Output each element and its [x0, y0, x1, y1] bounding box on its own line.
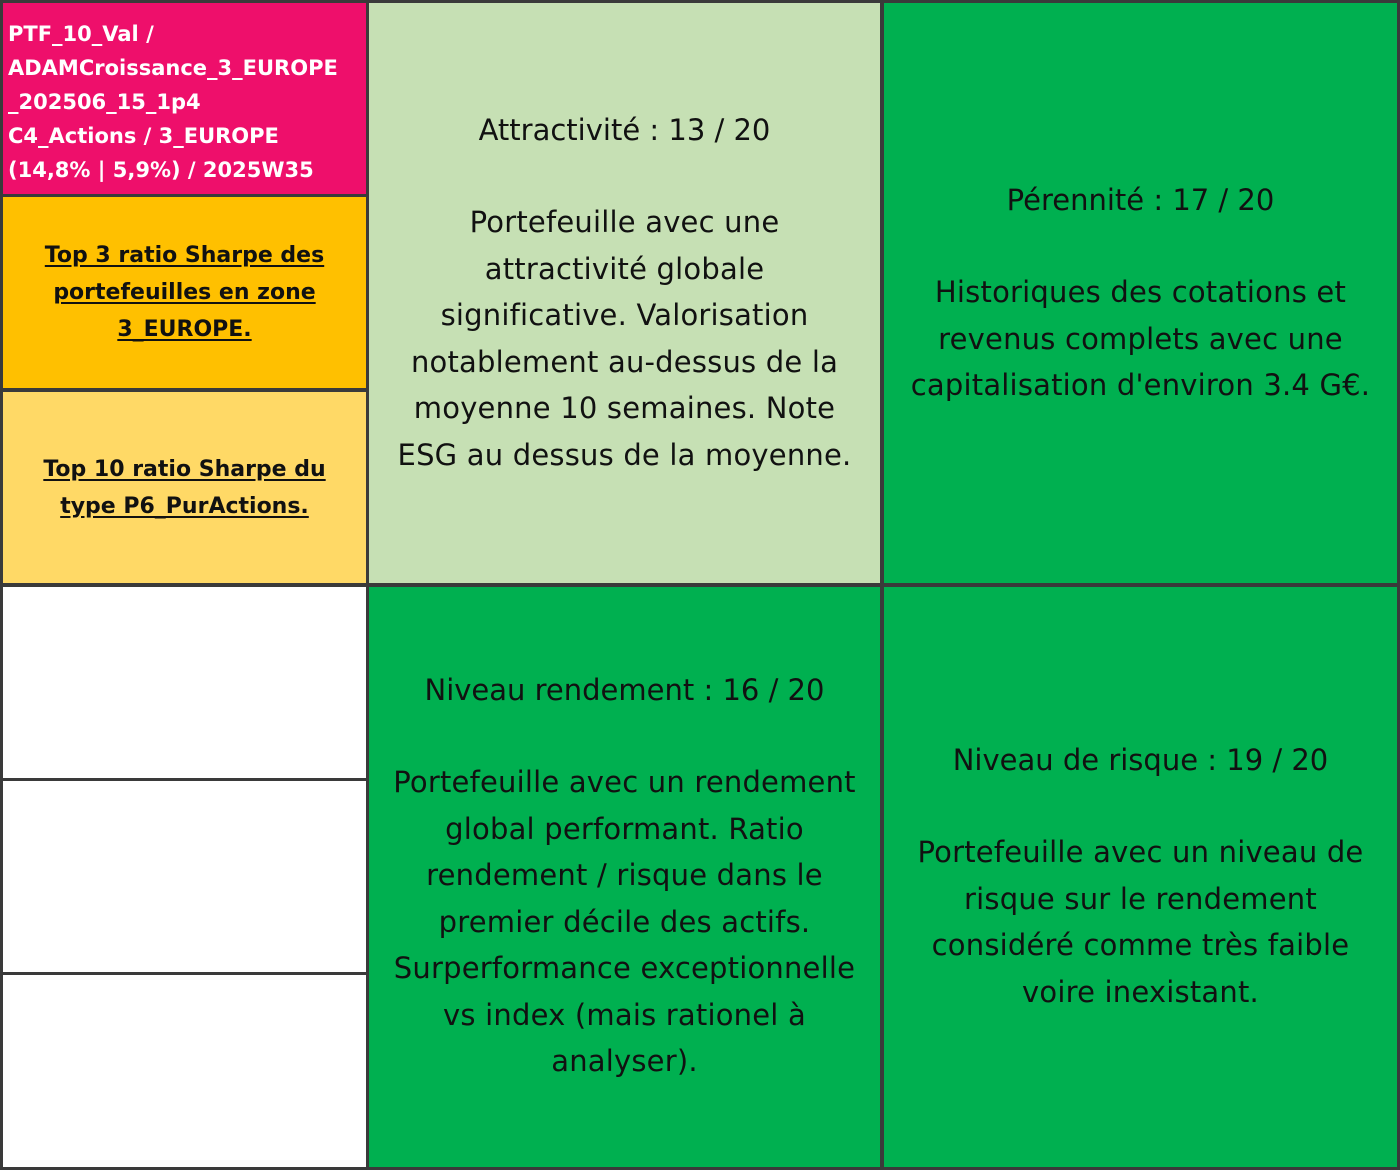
top10-sharpe-link[interactable] — [43, 451, 325, 525]
perennite-cell — [884, 3, 1397, 583]
perennite-heading: Pérennité : 17 / 20 — [1006, 183, 1275, 217]
portfolio-title-line: _202506_15_1p4 — [8, 90, 201, 114]
top10-sharpe-line: Top 10 ratio Sharpe du — [43, 456, 326, 482]
rendement-line: Portefeuille avec un rendement — [393, 765, 856, 799]
perennite-description — [911, 269, 1370, 409]
risque-line: voire inexistant. — [1022, 974, 1259, 1009]
empty-cell — [3, 587, 366, 778]
rendement-line: global performant. Ratio — [445, 811, 804, 846]
risque-line: Portefeuille avec un niveau de — [917, 835, 1364, 869]
top3-sharpe-line: 3_EUROPE. — [117, 317, 252, 342]
portfolio-title-line: (14,8% | 5,9%) / 2025W35 — [8, 158, 314, 182]
attractivite-line: notablement au-dessus de la — [410, 344, 839, 379]
attractivite-line: attractivité globale — [484, 251, 765, 286]
portfolio-title-cell — [3, 3, 366, 194]
top3-sharpe-line: Top 3 ratio Sharpe des — [44, 243, 325, 268]
top10-sharpe-cell — [3, 392, 366, 583]
portfolio-title-line: ADAMCroissance_3_EUROPE — [8, 56, 338, 80]
risque-heading: Niveau de risque : 19 / 20 — [952, 743, 1329, 777]
risque-description — [918, 829, 1364, 1015]
attractivite-line: moyenne 10 semaines. Note — [413, 391, 836, 425]
attractivite-cell — [369, 3, 880, 583]
attractivite-line: ESG au dessus de la moyenne. — [397, 437, 852, 472]
top3-sharpe-line: portefeuilles en zone — [53, 280, 316, 305]
attractivite-line: Portefeuille avec une — [469, 205, 780, 239]
rendement-description — [393, 759, 856, 1085]
empty-cell — [3, 781, 366, 972]
risque-line: risque sur le rendement — [964, 881, 1317, 916]
rendement-line: premier décile des actifs. — [438, 904, 811, 939]
risque-cell — [884, 587, 1397, 1167]
perennite-line: revenus complets avec une — [938, 321, 1343, 356]
risque-line: considéré comme très faible — [931, 928, 1350, 962]
portfolio-title-line: PTF_10_Val / — [8, 22, 154, 46]
rendement-line: Surperformance exceptionnelle — [393, 951, 856, 985]
perennite-line: capitalisation d'environ 3.4 G€. — [910, 368, 1371, 402]
rendement-heading: Niveau rendement : 16 / 20 — [424, 673, 825, 707]
attractivite-heading: Attractivité : 13 / 20 — [478, 113, 771, 147]
perennite-line: Historiques des cotations et — [934, 275, 1347, 309]
empty-cell — [3, 975, 366, 1167]
portfolio-title-line: C4_Actions / 3_EUROPE — [8, 124, 279, 148]
attractivite-line: significative. Valorisation — [440, 298, 809, 332]
top3-sharpe-link[interactable] — [45, 237, 324, 348]
top3-sharpe-cell — [3, 197, 366, 388]
rendement-line: analyser). — [551, 1044, 698, 1078]
rendement-line: vs index (mais rationel à — [443, 997, 806, 1032]
attractivite-description — [398, 199, 852, 478]
rendement-line: rendement / risque dans le — [426, 858, 823, 892]
rendement-cell — [369, 587, 880, 1167]
top10-sharpe-line: type P6_PurActions. — [60, 493, 309, 519]
